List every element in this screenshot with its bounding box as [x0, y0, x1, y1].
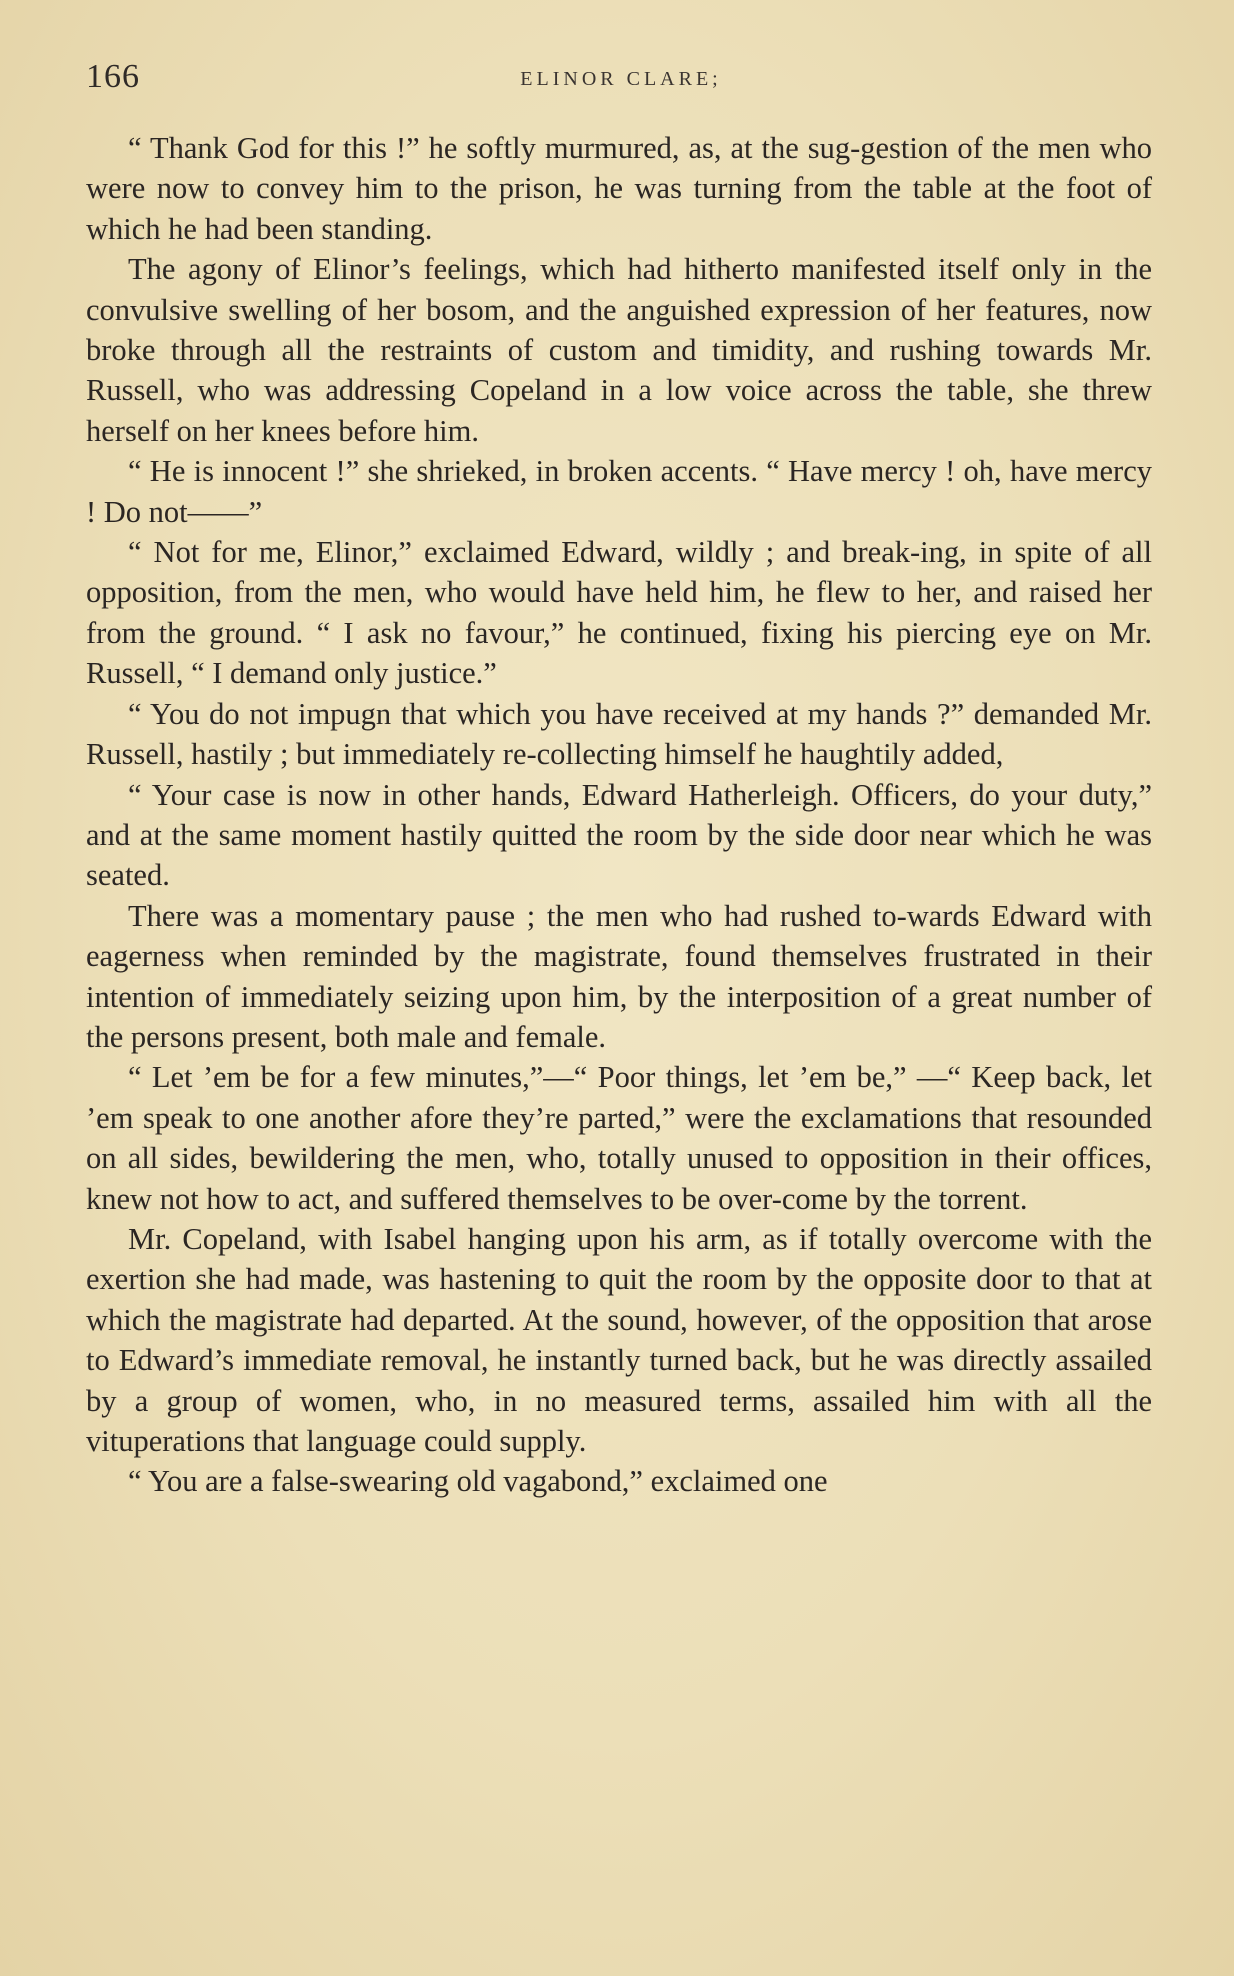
page-header — [86, 58, 1156, 108]
paragraph: There was a momentary pause ; the men who had rushed to-wards Edward with eagerness when reminded by the magistrate, found themselves frustrated in their intention of immediately seizing upon him, by the interposition of a great number of the persons present, both male and female. — [86, 898, 1152, 1054]
paragraph: “ You are a false-swearing old vagabond,” exclaimed one — [128, 1464, 828, 1499]
paragraph: Mr. Copeland, with Isabel hanging upon his arm, as if totally overcome with the exertion she had made, was hastening to quit the room by the opposite door to that at which the magistrate had departed. At the sound, however, of the opposition that arose to Edward’s immediate removal, he instantly turned back, but he was directly assailed by a group of women, who, in no measured terms, assailed him with all the vituperations that language could supply. — [86, 1221, 1152, 1458]
paragraph: “ He is innocent !” she shrieked, in broken accents. “ Have mercy ! oh, have mercy ! Do not——” — [86, 454, 1152, 529]
body-text — [86, 128, 1152, 1502]
paragraph: The agony of Elinor’s feelings, which had hitherto manifested itself only in the convulsive swelling of her bosom, and the anguished expression of her features, now broke through all the restraints of custom and timidity, and rushing towards Mr. Russell, who was addressing Copeland in a low voice across the table, she threw herself on her knees before him. — [86, 252, 1152, 448]
paragraph: “ Thank God for this !” he softly murmured, as, at the sug-gestion of the men who were now to convey him to the prison, he was turning from the table at the foot of which he had been standing. — [86, 131, 1152, 246]
page-number: 166 — [86, 58, 140, 95]
running-title: ELINOR CLARE; — [520, 68, 722, 90]
paragraph: “ Let ’em be for a few minutes,”—“ Poor things, let ’em be,” —“ Keep back, let ’em speak to one another afore they’re parted,” were the exclamations that resounded on all sides, bewildering the men, who, totally unused to opposition in their offices, knew not how to act, and suffered themselves to be over-come by the torrent. — [86, 1060, 1152, 1216]
paragraph: “ Not for me, Elinor,” exclaimed Edward, wildly ; and break-ing, in spite of all opposition, from the men, who would have held him, he flew to her, and raised her from the ground. “ I ask no favour,” he continued, fixing his piercing eye on Mr. Russell, “ I demand only justice.” — [86, 535, 1152, 691]
paragraph: “ Your case is now in other hands, Edward Hatherleigh. Officers, do your duty,” and at the same moment hastily quitted the room by the side door near which he was seated. — [86, 777, 1152, 893]
paragraph: “ You do not impugn that which you have received at my hands ?” demanded Mr. Russell, hastily ; but immediately re-collecting himself he haughtily added, — [86, 696, 1152, 772]
